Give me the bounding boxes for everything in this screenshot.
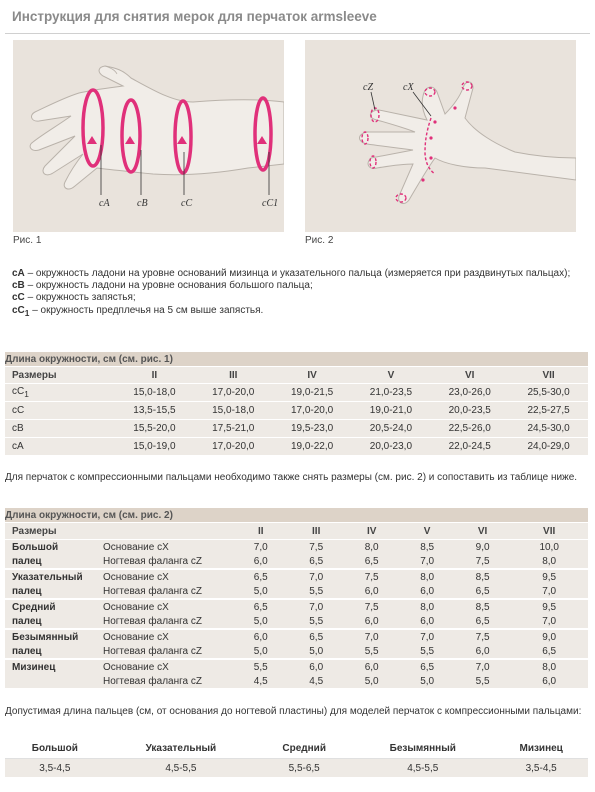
finger-name bbox=[5, 675, 103, 690]
table-cell: 7,0 bbox=[344, 629, 399, 645]
finger-name: Указательный bbox=[5, 569, 103, 585]
finger-note: Для перчаток с компрессионными пальцами необходимо также снять размеры (см. рис. 2) и сопоставить из таблице ниже. bbox=[5, 472, 578, 483]
table-cell: 21,0-23,5 bbox=[351, 384, 430, 402]
table-cell: 5,0 bbox=[288, 645, 343, 660]
table-cell: 6,5 bbox=[233, 569, 288, 585]
figure-1-caption: Рис. 1 bbox=[13, 235, 42, 246]
table-cell: 19,0-21,5 bbox=[273, 384, 352, 402]
measure-label: Основание cX bbox=[103, 659, 233, 675]
table-cell: 6,0 bbox=[399, 615, 454, 630]
table-circumference-fig1 bbox=[5, 352, 588, 456]
table-cell: 6,5 bbox=[233, 599, 288, 615]
table-cell: 7,5 bbox=[455, 629, 510, 645]
row-label: cC bbox=[5, 402, 115, 420]
figure-2-caption: Рис. 2 bbox=[305, 235, 334, 246]
finger-length-value: 3,5-4,5 bbox=[494, 759, 588, 778]
table-cell: 15,5-20,0 bbox=[115, 420, 194, 438]
table-cell: 15,0-18,0 bbox=[115, 384, 194, 402]
table-cell: 7,5 bbox=[344, 569, 399, 585]
table-cell: 7,0 bbox=[399, 629, 454, 645]
table-cell: 5,5 bbox=[233, 659, 288, 675]
table1-heading: Длина окружности, см (см. рис. 1) bbox=[5, 352, 588, 367]
table-cell: 24,0-29,0 bbox=[509, 438, 588, 456]
finger-header: Указательный bbox=[105, 738, 258, 759]
table-cell: 24,5-30,0 bbox=[509, 420, 588, 438]
table2-row bbox=[5, 585, 588, 600]
table-cell: 23,0-26,0 bbox=[430, 384, 509, 402]
measurement-legend bbox=[12, 268, 577, 319]
table1-row bbox=[5, 402, 588, 420]
table-cell: 6,5 bbox=[288, 629, 343, 645]
table-cell: 4,5 bbox=[233, 675, 288, 690]
label-cZ: cZ bbox=[363, 82, 373, 93]
finger-header: Безымянный bbox=[351, 738, 494, 759]
table1-row bbox=[5, 438, 588, 456]
table-cell: 6,0 bbox=[399, 585, 454, 600]
table-cell: 25,5-30,0 bbox=[509, 384, 588, 402]
page-title: Инструкция для снятия мерок для перчаток armsleeve bbox=[12, 9, 377, 24]
table2-row bbox=[5, 569, 588, 585]
table-cell: 7,5 bbox=[288, 540, 343, 555]
table1-header-row: Размеры II III IV V VI VII bbox=[5, 367, 588, 384]
table-cell: 6,0 bbox=[455, 645, 510, 660]
table-cell: 6,0 bbox=[233, 555, 288, 570]
measure-label: Ногтевая фаланга cZ bbox=[103, 615, 233, 630]
arm-illustration bbox=[13, 40, 284, 232]
table-cell: 9,5 bbox=[510, 569, 588, 585]
finger-header: Большой bbox=[5, 738, 105, 759]
table-cell: 13,5-15,5 bbox=[115, 402, 194, 420]
finger-name: Средний bbox=[5, 599, 103, 615]
measure-label: Основание cX bbox=[103, 599, 233, 615]
table-cell: 7,0 bbox=[288, 599, 343, 615]
table-cell: 7,5 bbox=[455, 555, 510, 570]
table-cell: 5,0 bbox=[233, 615, 288, 630]
label-cB: cB bbox=[137, 198, 148, 209]
table-cell: 17,5-21,0 bbox=[194, 420, 273, 438]
finger-header: Мизинец bbox=[494, 738, 588, 759]
measure-label: Ногтевая фаланга cZ bbox=[103, 645, 233, 660]
finger-name: Безымянный bbox=[5, 629, 103, 645]
table2-row bbox=[5, 599, 588, 615]
table-cell: 20,0-23,0 bbox=[351, 438, 430, 456]
table-cell: 8,5 bbox=[455, 599, 510, 615]
measure-label: Ногтевая фаланга cZ bbox=[103, 675, 233, 690]
table-cell: 6,0 bbox=[344, 615, 399, 630]
finger-name: Большой bbox=[5, 540, 103, 555]
table-cell: 7,5 bbox=[344, 599, 399, 615]
table-cell: 6,5 bbox=[455, 585, 510, 600]
figure-1-arm bbox=[13, 40, 284, 232]
table-cell: 6,0 bbox=[344, 659, 399, 675]
table2-row bbox=[5, 659, 588, 675]
finger-length-value: 3,5-4,5 bbox=[5, 759, 105, 778]
table2-row bbox=[5, 645, 588, 660]
table2-header-row: Размеры II III IV V VI VII bbox=[5, 523, 588, 540]
table-cell: 6,0 bbox=[344, 585, 399, 600]
finger-name: палец bbox=[5, 645, 103, 660]
table-cell: 15,0-18,0 bbox=[194, 402, 273, 420]
table-cell: 20,0-23,5 bbox=[430, 402, 509, 420]
measure-label: Ногтевая фаланга cZ bbox=[103, 585, 233, 600]
table-cell: 9,0 bbox=[510, 629, 588, 645]
table2-row bbox=[5, 675, 588, 690]
measure-label: Основание cX bbox=[103, 569, 233, 585]
table-cell: 6,5 bbox=[288, 555, 343, 570]
table-cell: 5,0 bbox=[399, 675, 454, 690]
table-cell: 6,5 bbox=[455, 615, 510, 630]
row-label: cB bbox=[5, 420, 115, 438]
table-cell: 6,0 bbox=[288, 659, 343, 675]
legend-item-cC: cC – окружность запястья; bbox=[12, 292, 136, 304]
table-cell: 7,0 bbox=[510, 615, 588, 630]
table-cell: 8,0 bbox=[399, 569, 454, 585]
finger-header: Средний bbox=[257, 738, 351, 759]
table-cell: 9,0 bbox=[455, 540, 510, 555]
table2-row bbox=[5, 615, 588, 630]
table-cell: 8,5 bbox=[455, 569, 510, 585]
label-cX: cX bbox=[403, 82, 414, 93]
table-cell: 6,5 bbox=[344, 555, 399, 570]
figure-2-hand bbox=[305, 40, 576, 232]
table-cell: 19,5-23,0 bbox=[273, 420, 352, 438]
table-cell: 7,0 bbox=[288, 569, 343, 585]
table1-row bbox=[5, 384, 588, 402]
finger-length-value: 4,5-5,5 bbox=[105, 759, 258, 778]
table-cell: 5,0 bbox=[233, 645, 288, 660]
table-cell: 19,0-21,0 bbox=[351, 402, 430, 420]
table1-row bbox=[5, 420, 588, 438]
table-cell: 7,0 bbox=[399, 555, 454, 570]
label-cC: cC bbox=[181, 198, 193, 209]
finger-length-note: Допустимая длина пальцев (см, от основания до ногтевой пластины) для моделей перчаток с компрессионными пальцами: bbox=[5, 706, 582, 717]
table-cell: 6,0 bbox=[510, 675, 588, 690]
table-cell: 7,0 bbox=[455, 659, 510, 675]
legend-item-cA: cA – окружность ладони на уровне оснований мизинца и указательного пальца (измеряется при раздвинутых пальцах); bbox=[12, 268, 571, 279]
table-cell: 22,5-26,0 bbox=[430, 420, 509, 438]
table-cell: 8,0 bbox=[399, 599, 454, 615]
table-cell: 9,5 bbox=[510, 599, 588, 615]
measure-label: Основание cX bbox=[103, 540, 233, 555]
table-cell: 5,0 bbox=[233, 585, 288, 600]
table-cell: 19,0-22,0 bbox=[273, 438, 352, 456]
table-cell: 10,0 bbox=[510, 540, 588, 555]
row-label: $cC_1$ bbox=[5, 384, 115, 402]
table3-value-row bbox=[5, 759, 588, 778]
table-cell: 15,0-19,0 bbox=[115, 438, 194, 456]
table-cell: 4,5 bbox=[288, 675, 343, 690]
table-cell: 6,0 bbox=[233, 629, 288, 645]
table-finger-length bbox=[5, 738, 588, 777]
table2-heading: Длина окружности, см (см. рис. 2) bbox=[5, 508, 588, 523]
table2-row bbox=[5, 555, 588, 570]
row-label: cA bbox=[5, 438, 115, 456]
table-cell: 5,5 bbox=[455, 675, 510, 690]
table-cell: 22,5-27,5 bbox=[509, 402, 588, 420]
finger-name: палец bbox=[5, 555, 103, 570]
label-cC1: cC1 bbox=[262, 198, 279, 209]
table-cell: 8,0 bbox=[510, 555, 588, 570]
measure-label: Ногтевая фаланга cZ bbox=[103, 555, 233, 570]
legend-item-cB: cB – окружность ладони на уровне основания большого пальца; bbox=[12, 280, 313, 292]
finger-name: Мизинец bbox=[5, 659, 103, 675]
hand-illustration bbox=[305, 40, 576, 232]
table-cell: 22,0-24,5 bbox=[430, 438, 509, 456]
title-divider bbox=[5, 33, 590, 34]
table-cell: 20,5-24,0 bbox=[351, 420, 430, 438]
table-cell: 7,0 bbox=[233, 540, 288, 555]
table-circumference-fig2 bbox=[5, 508, 588, 690]
finger-name: палец bbox=[5, 615, 103, 630]
table-cell: 5,5 bbox=[399, 645, 454, 660]
legend-item-cC1: $cC_1$ – окружность предплечья на 5 см выше запястья. bbox=[12, 304, 264, 318]
table-cell: 17,0-20,0 bbox=[273, 402, 352, 420]
table-cell: 8,0 bbox=[510, 659, 588, 675]
table-cell: 5,5 bbox=[288, 585, 343, 600]
table-cell: 17,0-20,0 bbox=[194, 384, 273, 402]
table-cell: 17,0-20,0 bbox=[194, 438, 273, 456]
table-cell: 5,0 bbox=[344, 675, 399, 690]
table2-row bbox=[5, 540, 588, 555]
table-cell: 8,0 bbox=[344, 540, 399, 555]
finger-length-value: 5,5-6,5 bbox=[257, 759, 351, 778]
finger-name: палец bbox=[5, 585, 103, 600]
table-cell: 8,5 bbox=[399, 540, 454, 555]
table-cell: 6,5 bbox=[399, 659, 454, 675]
table-cell: 6,5 bbox=[510, 645, 588, 660]
table-cell: 5,5 bbox=[288, 615, 343, 630]
table3-header-row bbox=[5, 738, 588, 759]
finger-length-value: 4,5-5,5 bbox=[351, 759, 494, 778]
table-cell: 7,0 bbox=[510, 585, 588, 600]
table2-row bbox=[5, 629, 588, 645]
table-cell: 5,5 bbox=[344, 645, 399, 660]
measure-label: Основание cX bbox=[103, 629, 233, 645]
label-cA: cA bbox=[99, 198, 110, 209]
